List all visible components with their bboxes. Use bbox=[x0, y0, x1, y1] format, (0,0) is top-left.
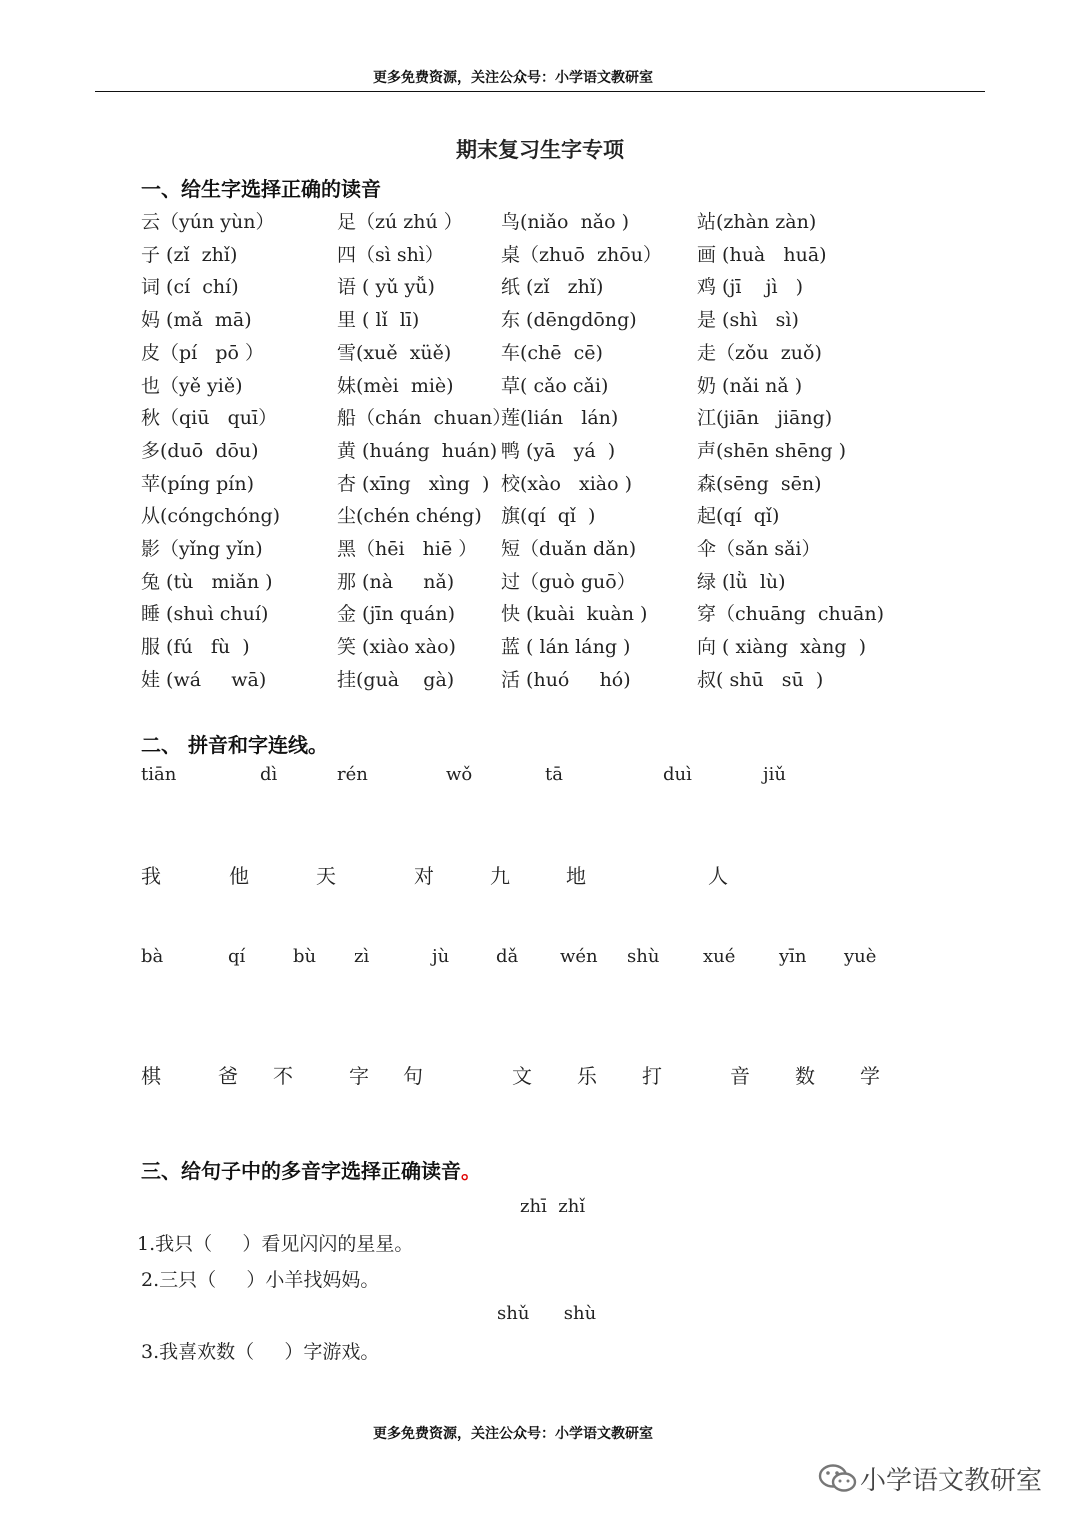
char-reading-item: 鸟(niǎo nǎo ) bbox=[501, 211, 630, 233]
char-reading-item: 车(chē cē) bbox=[501, 341, 603, 364]
question-1: 1.我只（ ）看见闪闪的星星。 bbox=[137, 1233, 414, 1255]
char-reading-item: 莲(lián lán) bbox=[501, 407, 619, 430]
watermark bbox=[818, 1458, 1043, 1515]
char-reading-item: 杏 (xīng xìng ) bbox=[337, 472, 490, 495]
pinyin-item: dǎ bbox=[496, 946, 519, 967]
char-reading-item: 服 (fú fù ) bbox=[141, 636, 250, 659]
section3-heading-mark: 。 bbox=[461, 1159, 481, 1183]
char-reading-item: 森(sēng sēn) bbox=[697, 472, 822, 495]
pinyin-item: shù bbox=[627, 946, 660, 967]
pinyin-item: rén bbox=[337, 764, 368, 785]
hanzi-item: 句 bbox=[403, 1064, 423, 1088]
pinyin-item: zì bbox=[354, 946, 370, 967]
hanzi-item: 对 bbox=[414, 864, 434, 888]
char-reading-item: 蓝 ( lán láng ) bbox=[501, 636, 631, 659]
wechat-icon bbox=[818, 1462, 858, 1496]
char-reading-item: 向 ( xiàng xàng ) bbox=[697, 636, 867, 659]
char-reading-item: 语 ( yǔ yǚ) bbox=[337, 276, 435, 299]
char-reading-item: 叔( shū sū ) bbox=[697, 668, 824, 691]
char-reading-item: 走（zǒu zuǒ) bbox=[697, 341, 822, 364]
char-reading-item: 站(zhàn zàn) bbox=[697, 211, 817, 233]
pinyin-item: tā bbox=[545, 764, 563, 785]
char-reading-item: 校(xào xiào ) bbox=[501, 472, 633, 495]
hanzi-item: 乐 bbox=[577, 1064, 597, 1088]
char-reading-item: 起(qí qǐ) bbox=[697, 505, 780, 528]
char-reading-item: 苹(píng pín) bbox=[141, 472, 254, 495]
hanzi-item: 九 bbox=[490, 864, 510, 888]
hanzi-item: 地 bbox=[566, 864, 586, 888]
pinyin-item: wǒ bbox=[446, 764, 473, 785]
hanzi-item: 我 bbox=[141, 864, 161, 888]
char-reading-item: 船（chán chuan） bbox=[337, 407, 512, 430]
char-reading-item: 鸡 (jī jì ) bbox=[697, 276, 804, 299]
char-reading-item: 笑 (xiào xào) bbox=[337, 636, 456, 659]
pinyin-item: dì bbox=[260, 764, 278, 785]
pinyin-item: yīn bbox=[779, 946, 807, 967]
char-reading-item: 草( cǎo cǎi) bbox=[501, 374, 609, 397]
char-reading-item: 词 (cí chí) bbox=[141, 276, 239, 299]
char-reading-item: 江(jiān jiāng) bbox=[697, 407, 833, 430]
char-reading-item: 黄 (huáng huán) bbox=[337, 439, 498, 462]
char-reading-item: 画 (huà huā) bbox=[697, 243, 827, 266]
char-reading-item: 快 (kuài kuàn ) bbox=[501, 603, 648, 626]
question-3: 3.我喜欢数（ ）字游戏。 bbox=[141, 1341, 380, 1363]
char-reading-item: 多(duō dōu) bbox=[141, 439, 259, 462]
pinyin-item: jiǔ bbox=[763, 764, 786, 785]
char-reading-item: 旗(qí qǐ ) bbox=[501, 505, 596, 528]
hanzi-item: 他 bbox=[229, 864, 249, 888]
char-reading-item: 四（sì shì） bbox=[337, 243, 444, 266]
page-header: 更多免费资源，关注公众号：小学语文教研室 bbox=[373, 70, 653, 86]
pinyin-item: bù bbox=[293, 946, 317, 967]
char-reading-item: 穿（chuāng chuān) bbox=[697, 603, 885, 626]
char-reading-item: 黑（hēi hiē ） bbox=[337, 538, 478, 560]
char-reading-item: 云（yún yùn） bbox=[141, 211, 275, 233]
char-reading-item: 妈 (mǎ mā) bbox=[141, 309, 252, 332]
char-reading-item: 纸 (zǐ zhǐ) bbox=[501, 276, 604, 299]
char-reading-item: 雪(xuě xüě) bbox=[337, 341, 452, 364]
char-reading-item: 鸭 (yā yá ) bbox=[501, 439, 616, 462]
char-reading-item: 是 (shì sì) bbox=[697, 309, 799, 332]
options-line-1: zhī zhǐ bbox=[520, 1196, 586, 1217]
char-reading-item: 兔 (tù miǎn ) bbox=[141, 570, 273, 593]
char-reading-item: 短（duǎn dǎn) bbox=[501, 538, 637, 560]
hanzi-item: 天 bbox=[316, 864, 336, 888]
char-reading-item: 桌（zhuō zhōu） bbox=[501, 243, 662, 266]
char-reading-item: 子 (zǐ zhǐ) bbox=[141, 243, 238, 266]
section2-heading: 二、 拼音和字连线。 bbox=[141, 733, 328, 757]
char-reading-item: 声(shēn shēng ) bbox=[697, 439, 847, 462]
char-reading-item: 睡 (shuì chuí) bbox=[141, 603, 269, 626]
char-reading-item: 尘(chén chéng) bbox=[337, 505, 482, 528]
pinyin-item: xué bbox=[703, 946, 736, 967]
pinyin-item: duì bbox=[663, 764, 692, 785]
hanzi-item: 数 bbox=[795, 1064, 815, 1088]
char-reading-item: 活 (huó hó) bbox=[501, 668, 631, 691]
char-reading-item: 挂(guà gà) bbox=[337, 668, 455, 691]
hanzi-item: 文 bbox=[512, 1064, 532, 1088]
pinyin-item: bà bbox=[141, 946, 164, 967]
char-reading-item: 也（yě yiě) bbox=[141, 374, 243, 397]
char-reading-item: 东 (dēngdōng) bbox=[501, 309, 637, 332]
char-reading-item: 妹(mèi miè) bbox=[337, 374, 454, 397]
page-footer: 更多免费资源，关注公众号：小学语文教研室 bbox=[373, 1426, 653, 1442]
pinyin-item: wén bbox=[560, 946, 598, 967]
char-reading-item: 影（yǐng yǐn) bbox=[141, 538, 263, 560]
hanzi-item: 打 bbox=[642, 1064, 662, 1088]
char-reading-item: 足（zú zhú ） bbox=[337, 211, 463, 233]
section1-heading: 一、给生字选择正确的读音 bbox=[141, 177, 381, 201]
hanzi-item: 不 bbox=[273, 1064, 293, 1088]
watermark-text: 小学语文教研室 bbox=[860, 1466, 1043, 1496]
char-reading-item: 金 (jīn quán) bbox=[337, 603, 456, 626]
hanzi-item: 字 bbox=[349, 1064, 369, 1088]
hanzi-item: 音 bbox=[730, 1064, 750, 1088]
char-reading-item: 伞（sǎn sǎi） bbox=[697, 538, 821, 560]
section3-heading bbox=[141, 1155, 481, 1184]
char-reading-item: 绿 (lǜ lù) bbox=[697, 570, 786, 593]
pinyin-item: yuè bbox=[844, 946, 877, 967]
char-reading-item: 皮（pí pō ） bbox=[141, 341, 264, 364]
char-reading-item: 娃 (wá wā) bbox=[141, 668, 267, 691]
char-reading-item: 过（guò guō） bbox=[501, 570, 636, 593]
pinyin-item: tiān bbox=[141, 764, 177, 785]
char-reading-item: 那 (nà nǎ) bbox=[337, 570, 455, 593]
pinyin-item: qí bbox=[228, 946, 246, 967]
hanzi-item: 爸 bbox=[218, 1064, 238, 1088]
char-reading-item: 秋（qiū quī） bbox=[141, 407, 278, 430]
page-title: 期末复习生字专项 bbox=[456, 138, 624, 162]
header-rule bbox=[95, 91, 985, 92]
char-reading-item: 奶 (nǎi nǎ ) bbox=[697, 374, 803, 397]
char-reading-item: 里 ( lǐ lī) bbox=[337, 309, 420, 332]
hanzi-item: 棋 bbox=[141, 1064, 161, 1088]
char-reading-item: 从(cóngchóng) bbox=[141, 505, 281, 528]
question-2: 2.三只（ ）小羊找妈妈。 bbox=[141, 1269, 380, 1291]
section3-heading-text: 三、给句子中的多音字选择正确读音 bbox=[141, 1159, 461, 1183]
options-line-2: shǔ shù bbox=[497, 1303, 597, 1324]
hanzi-item: 人 bbox=[708, 864, 728, 888]
pinyin-item: jù bbox=[432, 946, 450, 967]
hanzi-item: 学 bbox=[860, 1064, 880, 1088]
